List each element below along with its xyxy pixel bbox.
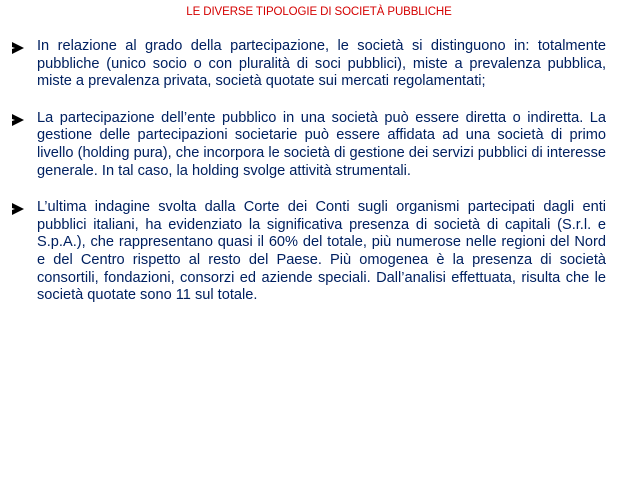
bullet-item-company-types: [9, 38, 606, 91]
bullet-text: In relazione al grado della partecipazione, le società si distinguono in: totalmente pubbliche (unico socio o con pluralità di soci pubblici), miste a prevalenza pubblica, miste a prevalenza privata, società quotate sui mercati regolamentati;: [37, 38, 606, 90]
arrow-bullet-icon: [12, 203, 24, 215]
bullet-text: La partecipazione dell’ente pubblico in una società può essere diretta o indiretta. La gestione delle partecipazioni societarie può essere affidata ad una società di primo livello (holding pura), che incorpora le società di gestione dei servizi pubblici di interesse generale. In tal caso, la holding svolge attività strumentali.: [37, 109, 606, 179]
arrow-bullet-icon: [12, 42, 24, 54]
slide-title: LE DIVERSE TIPOLOGIE DI SOCIETÀ PUBBLICHE: [186, 6, 452, 18]
bullet-item-corte-dei-conti: [9, 199, 606, 305]
arrow-bullet-icon: [12, 114, 24, 126]
bullet-list: [9, 38, 606, 324]
bullet-text: L’ultima indagine svolta dalla Corte dei Conti sugli organismi partecipati dagli enti pubblici italiani, ha evidenziato la significativa presenza di società di capitali (S.r.l. e S.p.A.), che rappresentano quasi il 60% del totale, più numerose nelle regioni del Nord e del Centro rispetto al resto del Paese. Più omogenea è la presenza di società consortili, fondazioni, consorzi ed aziende speciali. Dall’analisi effettuata, risulta che le società quotate sono 11 sul totale.: [37, 199, 606, 304]
bullet-item-participation: [9, 110, 606, 180]
